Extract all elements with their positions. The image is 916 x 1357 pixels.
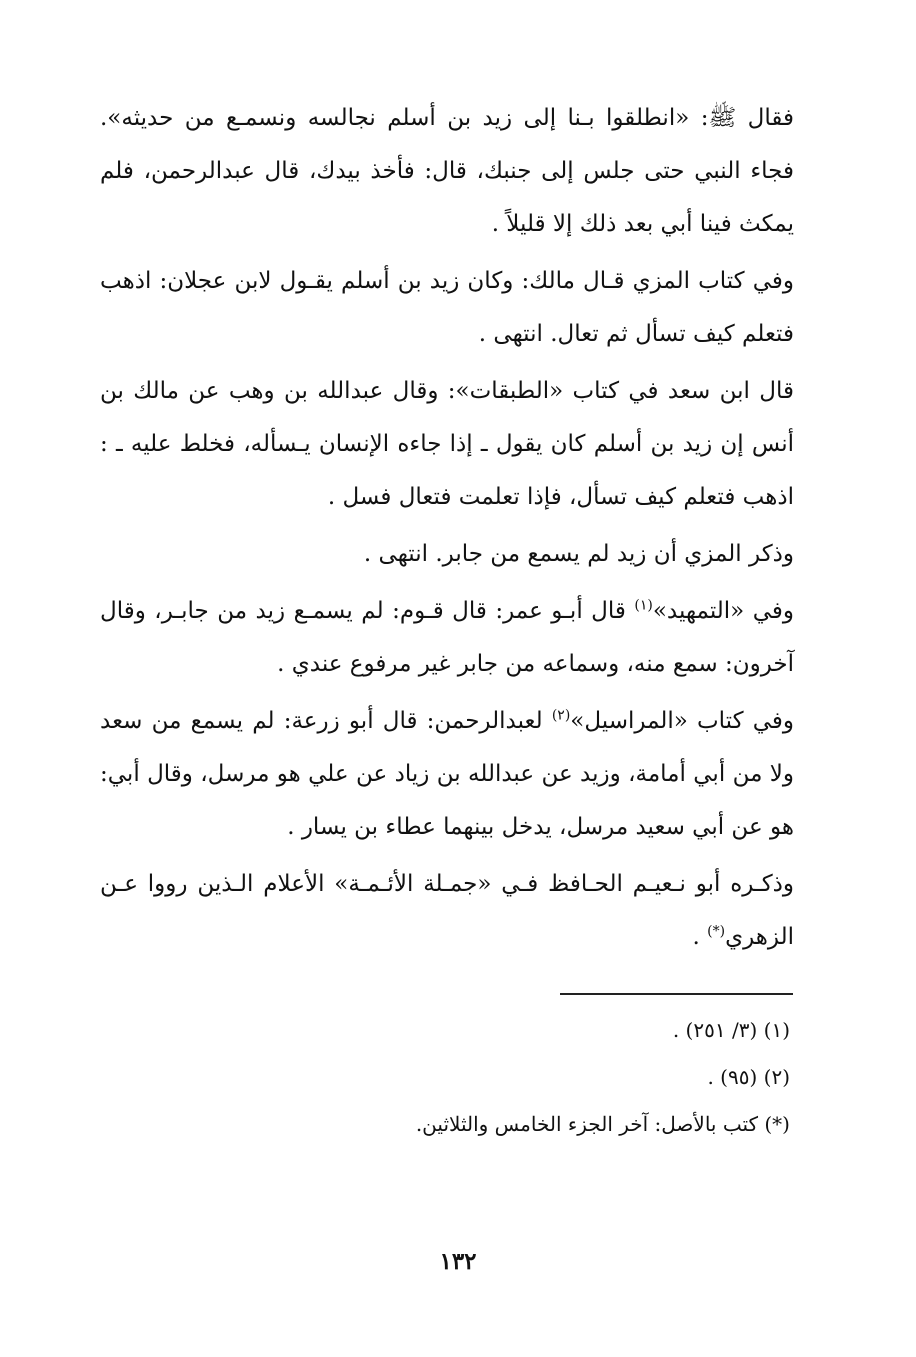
paragraph-6-rest: لعبدالرحمن: قال أبو زرعة: لم يسمع من سعد ولا من أبي أمامة، وزيد عن عبدالله بن زياد عن علي هو مرسل، وقال أبي: هو عن أبي سعيد مرسل، يدخل بينهما عطاء بن يسار . [100,708,794,840]
footnote-2: (٢) (٩٥) . [707,1065,790,1089]
footnote-star: (*) كتب بالأصل: آخر الجزء الخامس والثلاثين. [415,1112,790,1136]
paragraph-7-rest: . [692,924,708,950]
footnote-1: (١) (٣/ ٢٥١) . [672,1018,790,1042]
page-number: ١٣٢ [439,1248,477,1275]
paragraph-4: وذكر المزي أن زيد لم يسمع من جابر. انتهى . [363,541,794,567]
paragraph-1: فقال ﷺ: «انطلقوا بـنا إلى زيد بن أسلم نجالسه ونسمـع من حديثه». فجاء النبي حتى جلس إلى جنبك، قال: فأخذ بيدك، قال عبدالرحمن، فلم يمكث فينا أبي بعد ذلك إلا قليلاً . [100,105,794,237]
paragraph-6 [100,695,794,854]
paragraph-5-lead: وفي «التمهيد» [652,598,795,624]
main-text [100,92,794,968]
footnote-ref-2[interactable]: (٢) [551,707,571,724]
footnote-ref-star[interactable]: (*) [707,923,726,940]
footnotes [190,1010,790,1151]
footnote-divider [560,993,793,995]
paragraph-6-lead: وفي كتاب «المراسيل» [570,708,794,734]
footnote-ref-1[interactable]: (١) [634,597,653,614]
paragraph-5-rest: قال أبـو عمر: قال قـوم: لم يسمـع زيد من جابـر، وقال آخرون: سمع منه، وسماعه من جابر غير مرفوع عندي . [100,598,794,677]
paragraph-2: وفي كتاب المزي قـال مالك: وكان زيد بن أسلم يقـول لابن عجلان: اذهب فتعلم كيف تسأل ثم تعال. انتهى . [100,268,794,347]
paragraph-3: قال ابن سعد في كتاب «الطبقات»: وقال عبدالله بن وهب عن مالك بن أنس إن زيد بن أسلم كان يقول ـ إذا جاءه الإنسان يـسأله، فخلط عليه ـ : اذهب فتعلم كيف تسأل، فإذا تعلمت فتعال فسل . [100,378,794,510]
paragraph-7-lead: وذكـره أبو نـعيـم الحـافظ فـي «جمـلة الأئـمـة» الأعلام الـذين رووا عـن الزهري [100,871,794,950]
paragraph-7 [100,858,794,964]
paragraph-5 [100,585,794,691]
